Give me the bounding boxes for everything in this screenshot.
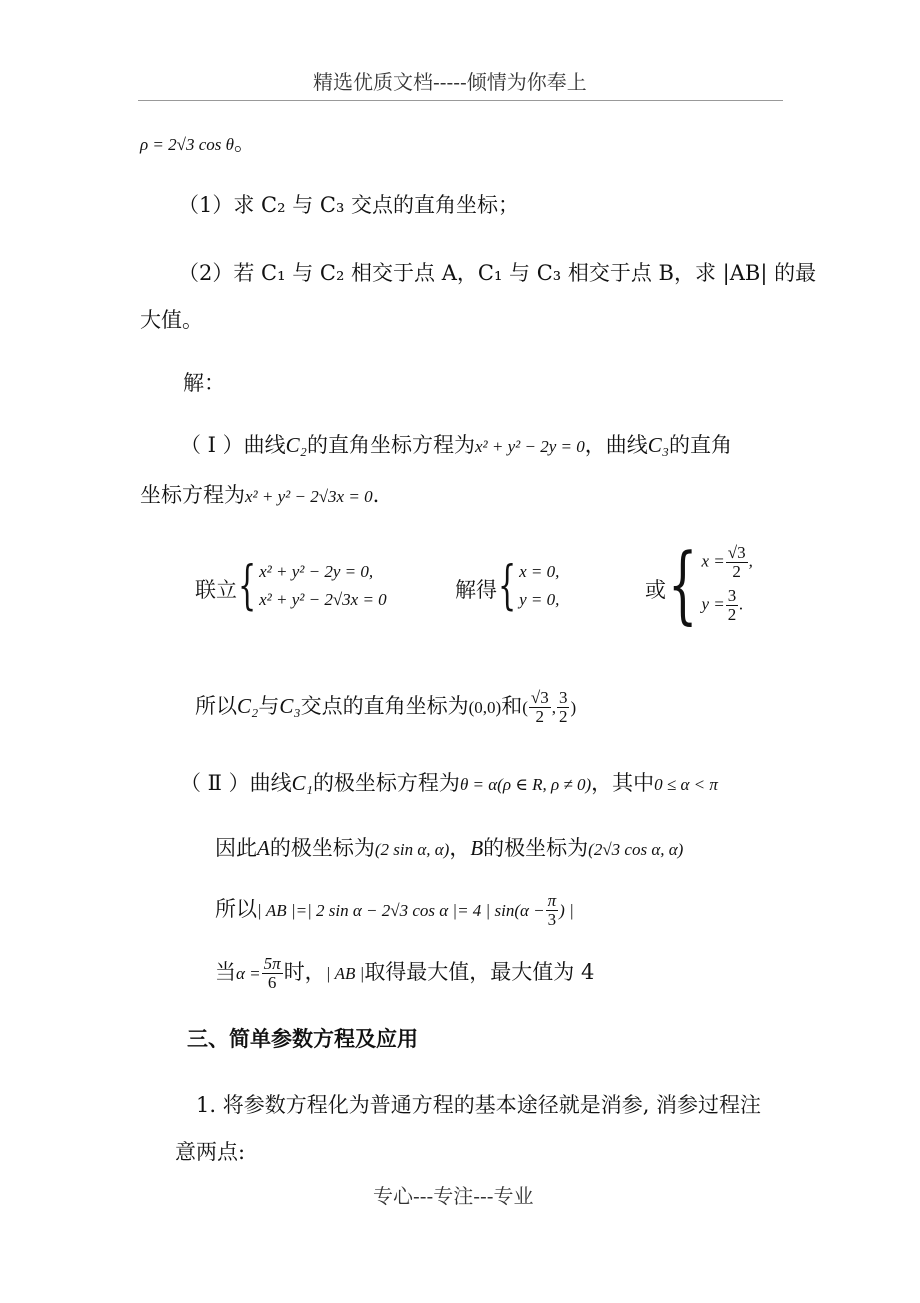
point-b: B bbox=[470, 836, 484, 860]
left-brace: { bbox=[238, 556, 257, 616]
question-2-line2: 大值。 bbox=[140, 308, 203, 332]
curve-c2: C₂ bbox=[285, 433, 307, 457]
c1-polar-equation: θ = α(ρ ∈ R, ρ ≠ 0) bbox=[459, 775, 592, 794]
system-1 bbox=[238, 558, 387, 614]
item-1-line1: 1. 将参数方程化为普通方程的基本途径就是消参, 消参过程注 bbox=[196, 1093, 762, 1117]
page-footer: 专心---专注---专业 bbox=[373, 1184, 534, 1208]
curve-c2: C₂ bbox=[237, 694, 259, 718]
part1-prefix: （ Ⅰ ）曲线 bbox=[180, 433, 286, 457]
part2-line4: 当α = $\frac{5\pi}{6}$ 时，| AB |取得最大值，最大值为 4 bbox=[215, 954, 595, 992]
alpha-range: 0 ≤ α < π bbox=[654, 775, 718, 794]
jiede-label: 解得 bbox=[455, 578, 497, 602]
header-rule bbox=[138, 100, 783, 101]
system2-row1: x = 0, bbox=[519, 562, 560, 581]
fraction-denominator: 6 bbox=[267, 973, 277, 992]
system-3 bbox=[668, 535, 753, 633]
c2-equation: x² + y² − 2y = 0 bbox=[474, 437, 585, 456]
rho-equation: ρ = 2√3 cos θ bbox=[140, 135, 234, 154]
fraction-numerator: √3 bbox=[727, 543, 746, 563]
part1-line1 bbox=[180, 430, 732, 462]
fraction-numerator: 5π bbox=[263, 954, 281, 974]
part1b-prefix: 坐标方程为 bbox=[140, 483, 245, 507]
point-b-coords: (2√3 cos α, α) bbox=[588, 840, 684, 859]
intersection-result: 所以C₂与C₃交点的直角坐标为(0,0)和( $\frac{√3}{2}$ , $\frac{3}{2}$ ) bbox=[195, 688, 577, 726]
fraction-denominator: 2 bbox=[727, 604, 737, 624]
part1-end: 的直角 bbox=[669, 433, 733, 457]
left-brace: { bbox=[668, 535, 698, 633]
fraction-denominator: 3 bbox=[547, 910, 557, 929]
question-1: （1）求 C₂ 与 C₃ 交点的直角坐标； bbox=[178, 193, 520, 217]
point-a: A bbox=[257, 836, 270, 860]
left-brace: { bbox=[498, 556, 517, 616]
point-origin: (0,0) bbox=[468, 698, 502, 717]
curve-c3: C₃ bbox=[647, 433, 670, 457]
part1b-end: . bbox=[372, 483, 380, 507]
ab-abs: | AB | bbox=[325, 964, 365, 983]
system3-row1: x = $\frac{√3}{2}$ , bbox=[701, 543, 753, 582]
period: 。 bbox=[233, 131, 255, 155]
part1-mid: 的直角坐标方程为 bbox=[306, 433, 475, 457]
curve-c3: C₃ bbox=[279, 694, 301, 718]
curve-c1: C₁ bbox=[291, 771, 313, 795]
system1-row2: x² + y² − 2√3x = 0 bbox=[259, 590, 387, 609]
item-1-line2: 意两点: bbox=[175, 1140, 246, 1164]
c3-equation: x² + y² − 2√3x = 0 bbox=[245, 487, 373, 506]
part1-post: ，曲线 bbox=[584, 433, 648, 457]
fraction-denominator: 2 bbox=[558, 707, 568, 726]
section-3-heading: 三、简单参数方程及应用 bbox=[187, 1027, 418, 1051]
part2-line1: （ Ⅱ ）曲线C₁的极坐标方程为θ = α(ρ ∈ R, ρ ≠ 0)，其中0 ≤ α < π bbox=[180, 771, 718, 795]
fraction-numerator: π bbox=[547, 891, 557, 911]
fraction-numerator: √3 bbox=[530, 688, 549, 708]
system1-row1: x² + y² − 2y = 0, bbox=[259, 562, 374, 581]
system3-row2: y = $\frac{3}{2}$ . bbox=[701, 586, 744, 624]
part1-line2 bbox=[140, 480, 379, 512]
lianli-label: 联立 bbox=[195, 578, 237, 602]
fraction-numerator: 3 bbox=[727, 586, 737, 605]
question-2-line1: （2）若 C₁ 与 C₂ 相交于点 A，C₁ 与 C₃ 相交于点 B，求 |AB| 的最 bbox=[178, 261, 817, 285]
system-2 bbox=[498, 558, 559, 614]
page-header: 精选优质文档-----倾情为你奉上 bbox=[313, 70, 587, 94]
fraction-denominator: 2 bbox=[732, 562, 741, 582]
solution-label: 解： bbox=[183, 371, 225, 395]
fraction-denominator: 2 bbox=[535, 707, 545, 726]
ab-expression: | AB |=| 2 sin α − 2√3 cos α |= 4 | sin(α − bbox=[257, 901, 545, 920]
part2-line2: 因此A的极坐标为(2 sin α, α)，B的极坐标为(2√3 cos α, α) bbox=[215, 836, 684, 860]
fraction-numerator: 3 bbox=[558, 688, 568, 708]
system2-row2: y = 0, bbox=[519, 590, 560, 609]
equation-rho bbox=[140, 128, 255, 160]
huo-label: 或 bbox=[645, 578, 666, 602]
point-a-coords: (2 sin α, α) bbox=[374, 840, 450, 859]
part2-line3: 所以| AB |=| 2 sin α − 2√3 cos α |= 4 | sin(α − $\frac{\pi}{3}$ ) | bbox=[215, 891, 574, 929]
